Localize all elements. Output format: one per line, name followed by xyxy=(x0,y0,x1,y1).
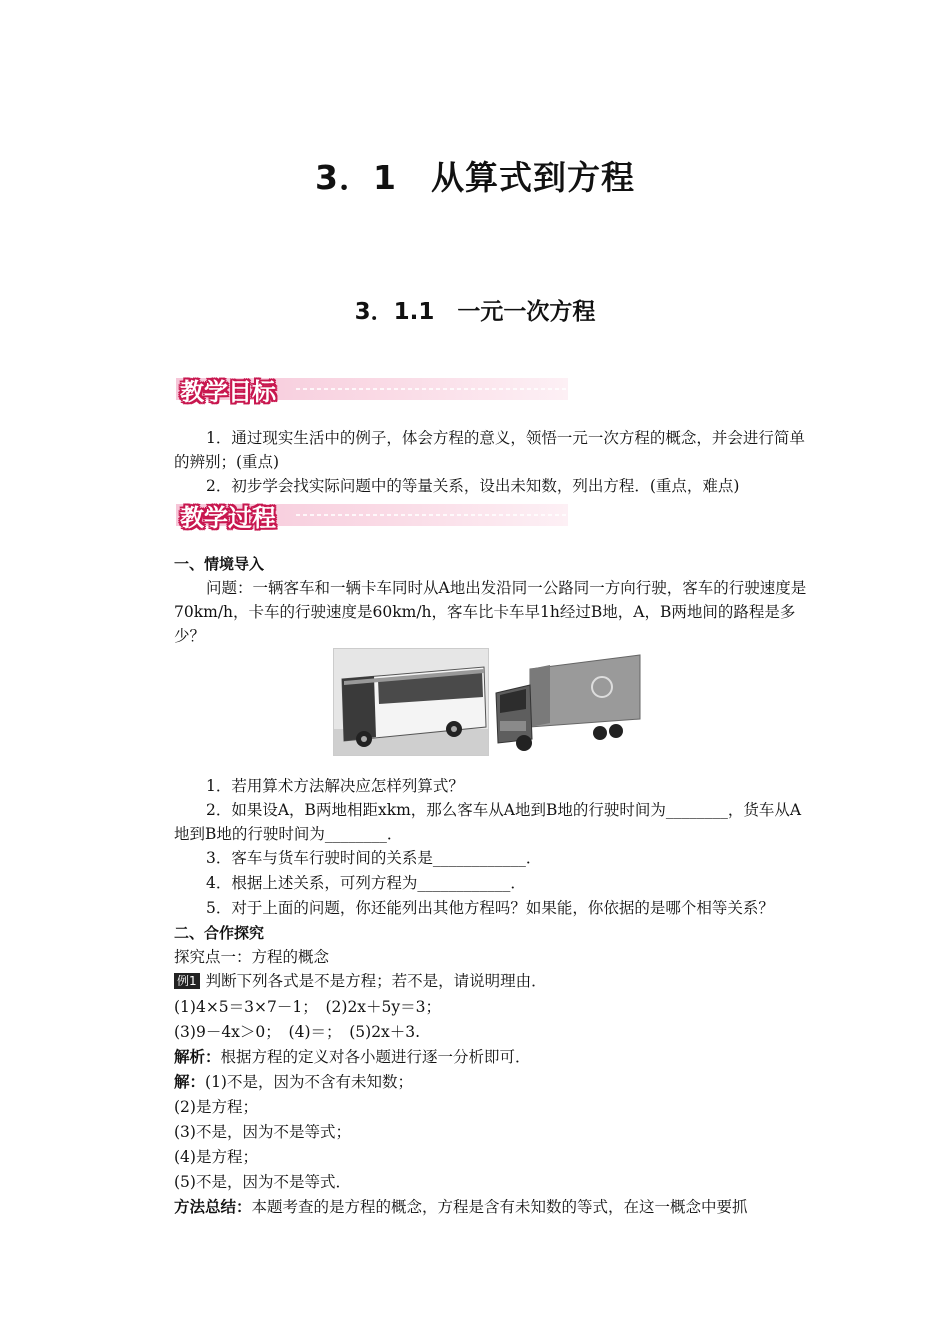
solution-line-2: (2)是方程； xyxy=(174,1098,258,1116)
method-summary xyxy=(174,1195,810,1219)
formula-line-2: (3)9－4x＞0； (4)＝； (5)2x＋3. xyxy=(174,1023,421,1041)
section-subtitle: 3．1.1 一元一次方程 xyxy=(354,299,596,325)
truck-illustration xyxy=(490,649,644,755)
solution-text: (1)不是，因为不含有未知数； xyxy=(205,1073,413,1091)
problem-text: 问题：一辆客车和一辆卡车同时从A地出发沿同一公路同一方向行驶，客车的行驶速度是70km/h，卡车的行驶速度是60km/h，客车比卡车早1h经过B地，A，B两地间的路程是多少？ xyxy=(174,579,807,645)
page-title: 3．1 从算式到方程 xyxy=(315,158,635,197)
example-text: 判断下列各式是不是方程；若不是，请说明理由． xyxy=(205,972,547,990)
bus-illustration xyxy=(334,649,488,755)
example-1 xyxy=(174,969,810,993)
solution-line-4: (4)是方程； xyxy=(174,1148,258,1166)
solution-line-3: (3)不是，因为不是等式； xyxy=(174,1123,351,1141)
summary-label: 方法总结： xyxy=(174,1198,252,1216)
objective-1: 1．通过现实生活中的例子，体会方程的意义，领悟一元一次方程的概念，并会进行简单的辨别；(重点) xyxy=(174,429,805,471)
question-4: 4．根据上述关系，可列方程为____________． xyxy=(206,874,526,892)
formula-line-1: (1)4×5＝3×7－1； (2)2x＋5y＝3； xyxy=(174,998,442,1016)
truck-photo xyxy=(489,648,645,756)
question-1: 1．若用算术方法解决应怎样列算式？ xyxy=(206,777,464,795)
solution-line-1 xyxy=(174,1070,810,1094)
summary-text: 本题考查的是方程的概念，方程是含有未知数的等式，在这一概念中要抓 xyxy=(251,1198,748,1216)
example-tag: 例1 xyxy=(174,973,200,989)
question-3: 3．客车与货车行驶时间的关系是____________． xyxy=(206,849,542,867)
bus-photo xyxy=(333,648,489,756)
explore-point-1: 探究点一：方程的概念 xyxy=(174,948,330,966)
analysis-text: 根据方程的定义对各小题进行逐一分析即可． xyxy=(220,1048,531,1066)
analysis-label: 解析： xyxy=(174,1048,221,1066)
objectives-banner xyxy=(176,372,568,406)
objective-2: 2．初步学会找实际问题中的等量关系，设出未知数，列出方程．(重点，难点) xyxy=(206,477,740,495)
question-2: 2．如果设A，B两地相距xkm，那么客车从A地到B地的行驶时间为________，货车从A地到B地的行驶时间为________． xyxy=(174,801,802,843)
banner-label: 教学过程 xyxy=(180,504,276,532)
question-5: 5．对于上面的问题，你还能列出其他方程吗？如果能，你依据的是哪个相等关系？ xyxy=(206,899,774,917)
process-banner xyxy=(176,498,568,532)
section2-heading: 二、合作探究 xyxy=(174,924,265,942)
banner-label: 教学目标 xyxy=(180,378,276,406)
solution-label: 解： xyxy=(174,1073,206,1091)
solution-line-5: (5)不是，因为不是等式． xyxy=(174,1173,351,1191)
section1-heading: 一、情境导入 xyxy=(174,555,265,573)
analysis xyxy=(174,1045,810,1069)
